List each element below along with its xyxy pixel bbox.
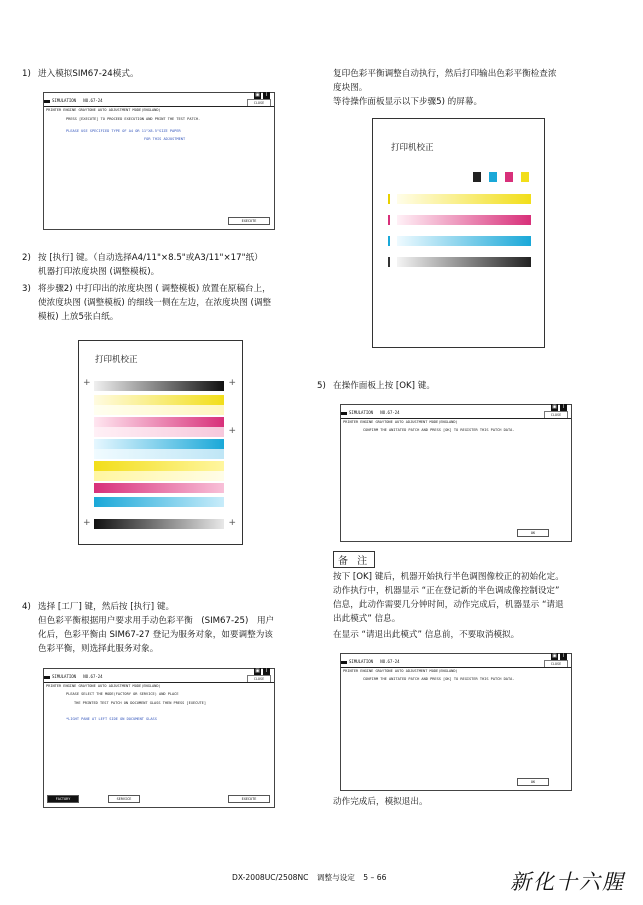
- yellow-light-band: [94, 471, 224, 481]
- screen-icons: [551, 404, 567, 411]
- step-text: 进入模拟SIM67-24模式。: [38, 69, 139, 79]
- screen-line: PRINTER ENGINE GRAYTONE AUTO ADJUSTMENT MODE(ENGLAND): [343, 669, 458, 673]
- step-text-line: 使浓度块图 (调整模板) 的细线一侧在左边，在浓度块图 (调整: [38, 298, 272, 308]
- black-density-band: [94, 381, 224, 391]
- screen-line: PLEASE SELECT THE MODE(FACTORY OR SERVICE) AND PLACE: [66, 692, 179, 696]
- cyan-density-band: [94, 497, 224, 507]
- screen-icons: [254, 668, 270, 675]
- crosshair-mark: +: [228, 378, 236, 388]
- screen-icons: [254, 92, 270, 99]
- black-patch: [473, 172, 481, 182]
- yellow-marker: [388, 194, 390, 204]
- ok-button[interactable]: OK: [517, 529, 549, 537]
- test-page-title: 打印机校正: [95, 355, 138, 365]
- magenta-patch: [505, 172, 513, 182]
- note-label: 备 注: [333, 551, 375, 568]
- close-button[interactable]: CLOSE: [247, 99, 271, 107]
- step-text-line: 机器打印浓度块图 (调整模板)。: [38, 267, 160, 277]
- crosshair-mark: +: [83, 518, 91, 528]
- step-text-line: 但色彩平衡根据用户要求用手动色彩平衡 (SIM67-25) 用户: [38, 616, 275, 626]
- ok-button[interactable]: OK: [517, 778, 549, 786]
- intro-line: 等待操作面板显示以下步骤5) 的屏幕。: [333, 97, 483, 107]
- done-text: 动作完成后，模拟退出。: [333, 797, 428, 807]
- note-line: 信息，此动作需要几分钟时间，动作完成后，机器显示 “请退: [333, 600, 564, 610]
- info-icon: i: [263, 92, 270, 99]
- test-patch-page-left: [78, 340, 243, 545]
- magenta-density-band: [94, 417, 224, 427]
- footer-section: 调整与设定: [316, 873, 355, 882]
- execute-button[interactable]: EXECUTE: [228, 217, 270, 225]
- info-icon: i: [560, 653, 567, 660]
- screen-line: PRINTER ENGINE GRAYTONE AUTO ADJUSTMENT MODE(ENGLAND): [343, 420, 458, 424]
- crosshair-mark: +: [228, 426, 236, 436]
- step-number: 3): [22, 284, 31, 294]
- step-text-line: 化后，色彩平衡由 SIM67-27 登记为服务对象，如要调整为该: [38, 630, 273, 640]
- sim-screen-4: [340, 653, 572, 791]
- footer-page: 5 – 66: [363, 873, 387, 882]
- info-icon: i: [263, 668, 270, 675]
- divider: [44, 682, 274, 683]
- yellow-patch: [521, 172, 529, 182]
- yellow-density-band: [94, 461, 224, 471]
- screen-line: *LIGHT PANE AT LEFT SIDE ON DOCUMENT GLASS: [66, 717, 157, 721]
- magenta-density-band: [94, 483, 224, 493]
- intro-text: [333, 67, 628, 109]
- close-button[interactable]: CLOSE: [544, 660, 568, 668]
- divider: [44, 106, 274, 107]
- sim-screen-3: [340, 404, 572, 542]
- cyan-marker: [388, 236, 390, 246]
- step-text-line: 色彩平衡，则选择此服务对象。: [38, 644, 159, 654]
- watermark-logo: 新化十六腥: [510, 870, 625, 894]
- magenta-marker: [388, 215, 390, 225]
- screen-line: PRINTER ENGINE GRAYTONE AUTO ADJUSTMENT MODE(ENGLAND): [46, 684, 161, 688]
- printer-icon: ▣: [552, 404, 557, 410]
- magenta-light-band: [94, 427, 224, 437]
- screen-tag: [341, 661, 347, 664]
- screen-icons: [551, 653, 567, 660]
- note-line: 动作执行中，机器显示 “正在登记新的半色调成像控制设定”: [333, 586, 560, 596]
- cyan-density-band: [397, 236, 531, 246]
- note-text: [333, 570, 633, 642]
- factory-button[interactable]: FACTORY: [47, 795, 79, 803]
- execute-button[interactable]: EXECUTE: [228, 795, 270, 803]
- screen-line: THE PRINTED TEST PATCH ON DOCUMENT GLASS THEN PRESS [EXECUTE]: [74, 701, 206, 705]
- cyan-light-band: [94, 449, 224, 459]
- screen-tag: [341, 412, 347, 415]
- screen-line: PRESS [EXECUTE] TO PROCEED EXECUTION AND PRINT THE TEST PATCH.: [66, 117, 201, 121]
- divider: [341, 418, 571, 419]
- screen-tag: [44, 100, 50, 103]
- page-footer: [232, 872, 432, 883]
- step-number: 1): [22, 69, 31, 79]
- info-icon: i: [560, 404, 567, 411]
- test-page-title: 打印机校正: [391, 143, 434, 153]
- screen-title: SIMULATION NO.67-24: [52, 98, 103, 103]
- black-marker: [388, 257, 390, 267]
- note-line: 出此模式” 信息。: [333, 614, 401, 624]
- screen-line: PRINTER ENGINE GRAYTONE AUTO ADJUSTMENT MODE(ENGLAND): [46, 108, 161, 112]
- sim-screen-1: [43, 92, 275, 230]
- screen-line: CONFIRM THE ANITATED PATCH AND PRESS [OK] TO REGISTER THIS PATCH DATA.: [363, 428, 515, 432]
- printer-icon: ▣: [255, 668, 260, 674]
- sim-screen-2: [43, 668, 275, 808]
- test-patch-page-right: [372, 118, 545, 348]
- screen-line: FOR THIS ADJUSTMENT: [144, 137, 186, 141]
- step-4: [22, 600, 322, 656]
- step-text-line: 选择 [工厂] 键，然后按 [执行] 键。: [38, 602, 175, 612]
- yellow-density-band: [94, 395, 224, 405]
- note-line: 按下 [OK] 键后，机器开始执行半色调图像校正的初始化定。: [333, 572, 564, 582]
- step-number: 5): [317, 381, 326, 391]
- intro-line: 复印色彩平衡调整自动执行，然后打印输出色彩平衡检查浓: [333, 69, 557, 79]
- printer-icon: ▣: [552, 653, 557, 659]
- intro-line: 度块图。: [333, 83, 368, 93]
- note-line: 在显示 “请退出此模式” 信息前，不要取消模拟。: [333, 630, 520, 640]
- service-button[interactable]: SERVICE: [108, 795, 140, 803]
- screen-line: PLEASE USE SPECIFIED TYPE OF A4 OR 11"X8.5"SIZE PAPER: [66, 129, 181, 133]
- cyan-density-band: [94, 439, 224, 449]
- crosshair-mark: +: [83, 378, 91, 388]
- step-3: [22, 282, 322, 324]
- close-button[interactable]: CLOSE: [544, 411, 568, 419]
- close-button[interactable]: CLOSE: [247, 675, 271, 683]
- footer-model: DX-2008UC/2508NC: [232, 873, 309, 882]
- step-number: 2): [22, 253, 31, 263]
- screen-title: SIMULATION NO.67-24: [349, 410, 400, 415]
- divider: [341, 667, 571, 668]
- printer-icon: ▣: [255, 92, 260, 98]
- black-density-band: [94, 519, 224, 529]
- step-text: 在操作面板上按 [OK] 键。: [333, 381, 435, 391]
- screen-tag: [44, 676, 50, 679]
- yellow-density-band: [397, 194, 531, 204]
- cyan-patch: [489, 172, 497, 182]
- yellow-light-band: [94, 405, 224, 415]
- crosshair-mark: +: [228, 518, 236, 528]
- step-text-line: 按 [执行] 键。（自动选择A4/11"×8.5"或A3/11"×17"纸）: [38, 253, 263, 263]
- step-text-line: 模板) 上放5张白纸。: [38, 312, 119, 322]
- step-2: [22, 251, 322, 279]
- screen-line: CONFIRM THE ANITATED PATCH AND PRESS [OK] TO REGISTER THIS PATCH DATA.: [363, 677, 515, 681]
- black-density-band: [397, 257, 531, 267]
- magenta-density-band: [397, 215, 531, 225]
- screen-title: SIMULATION NO.67-24: [52, 674, 103, 679]
- screen-title: SIMULATION NO.67-24: [349, 659, 400, 664]
- step-text-line: 将步骤2) 中打印出的浓度块图 ( 调整模板) 放置在原稿台上，: [38, 284, 271, 294]
- step-number: 4): [22, 602, 31, 612]
